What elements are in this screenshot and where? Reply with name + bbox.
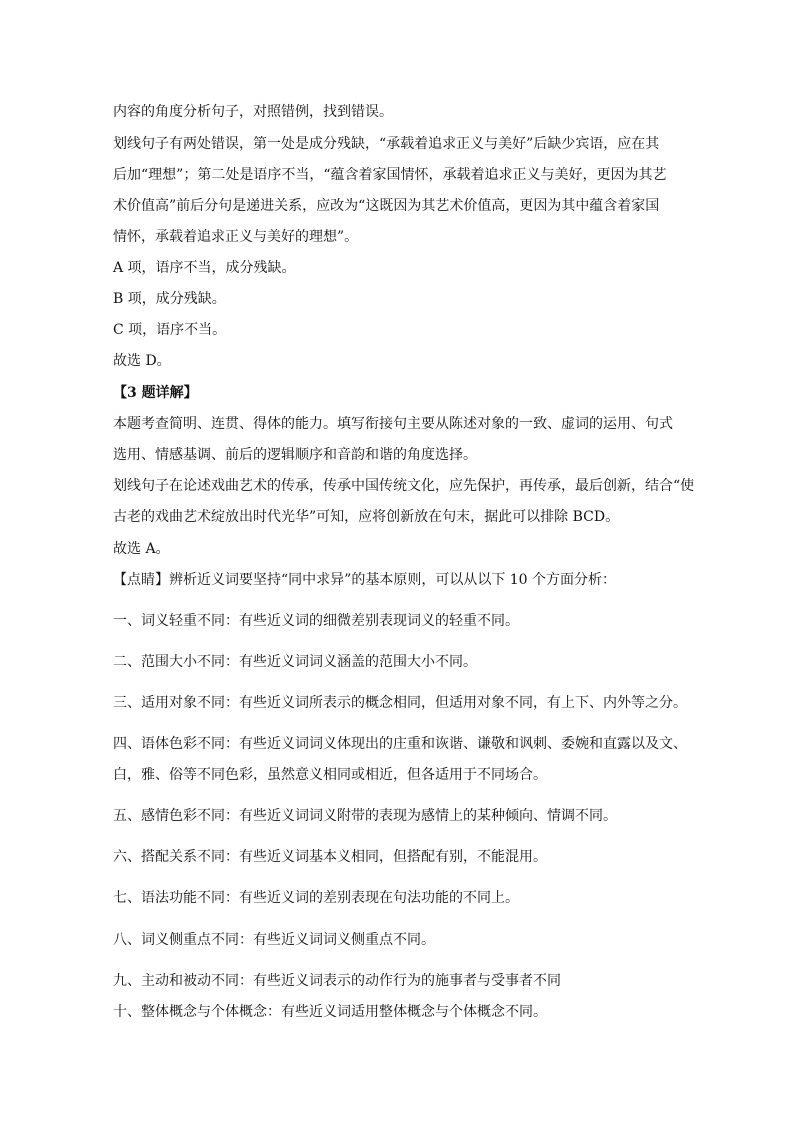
paragraph-line: 划线句子有两处错误，第一处是成分残缺，“承载着追求正义与美好”后缺少宾语，应在其 xyxy=(113,136,660,152)
list-item: 二、范围大小不同：有些近义词词义涵盖的范围大小不同。 xyxy=(113,654,477,670)
option-analysis-b: B 项，成分残缺。 xyxy=(113,291,226,307)
option-analysis-a: A 项，语序不当，成分残缺。 xyxy=(113,260,296,276)
list-item: 九、主动和被动不同：有些近义词表示的动作行为的施事者与受事者不同 xyxy=(113,973,561,989)
paragraph-line: 内容的角度分析句子，对照错例，找到错误。 xyxy=(113,104,393,120)
paragraph-line: 术价值高”前后分句是递进关系，应改为“这既因为其艺术价值高，更因为其中蕴含着家国 xyxy=(113,198,660,214)
list-item: 四、语体色彩不同：有些近义词词义体现出的庄重和诙谐、谦敬和讽刺、委婉和直露以及文、 xyxy=(113,736,687,752)
list-item: 六、搭配关系不同：有些近义词基本义相同，但搭配有别，不能混用。 xyxy=(113,849,547,865)
paragraph-line: 情怀，承载着追求正义与美好的理想”。 xyxy=(113,229,359,245)
paragraph-line: 古老的戏曲艺术绽放出时代光华”可知，应将创新放在句末，据此可以排除 BCD。 xyxy=(113,509,620,525)
section-heading: 【3 题详解】 xyxy=(113,385,198,401)
paragraph-line: 后加“理想”；第二处是语序不当，“蕴含着家国情怀，承载着追求正义与美好，更因为其艺 xyxy=(113,167,667,183)
option-analysis-c: C 项，语序不当。 xyxy=(113,322,227,338)
answer-line: 故选 D。 xyxy=(113,353,171,369)
list-item: 七、语法功能不同：有些近义词的差别表现在句法功能的不同上。 xyxy=(113,890,519,906)
list-item-continuation: 白，雅、俗等不同色彩，虽然意义相同或相近，但各适用于不同场合。 xyxy=(113,767,547,783)
paragraph-line: 划线句子在论述戏曲艺术的传承，传承中国传统文化，应先保护，再传承，最后创新，结合“使 xyxy=(113,478,695,494)
list-item: 三、适用对象不同：有些近义词所表示的概念相同，但适用对象不同，有上下、内外等之分。 xyxy=(113,695,687,711)
paragraph-line: 本题考查简明、连贯、得体的能力。填写衔接句主要从陈述对象的一致、虚词的运用、句式 xyxy=(113,416,673,432)
list-item: 八、词义侧重点不同：有些近义词词义侧重点不同。 xyxy=(113,932,435,948)
answer-line: 故选 A。 xyxy=(113,541,170,557)
tip-heading: 【点睛】辨析近义词要坚持“同中求异”的基本原则，可以从以下 10 个方面分析： xyxy=(113,572,617,588)
list-item: 五、感情色彩不同：有些近义词词义附带的表现为感情上的某种倾向、情调不同。 xyxy=(113,808,617,824)
list-item: 十、整体概念与个体概念：有些近义词适用整体概念与个体概念不同。 xyxy=(113,1004,547,1020)
list-item: 一、词义轻重不同：有些近义词的细微差别表现词义的轻重不同。 xyxy=(113,613,519,629)
paragraph-line: 选用、情感基调、前后的逻辑顺序和音韵和谐的角度选择。 xyxy=(113,447,477,463)
